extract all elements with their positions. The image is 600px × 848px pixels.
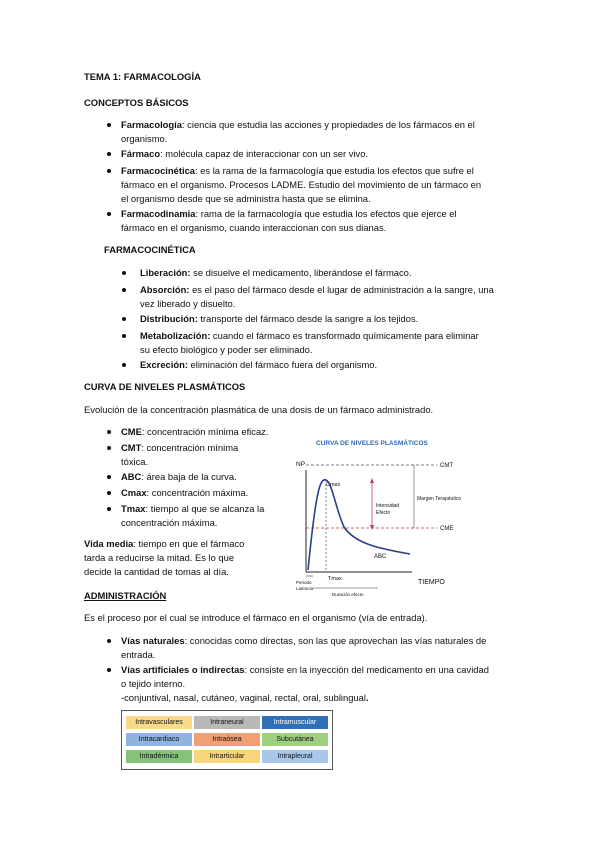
fc-item-distribucion: Distribución: transporte del fármaco desde la sangre a los tejidos. (140, 313, 419, 324)
administracion-intro: Es el proceso por el cual se introduce el fármaco en el organismo (vía de entrada). (84, 612, 428, 623)
bullet (122, 317, 126, 321)
farmacocinetica-heading: FARMACOCINÉTICA (104, 244, 196, 255)
plasma-curve (308, 480, 410, 570)
intensidad-arrow-head (370, 478, 374, 483)
table-cell: Intradérmica (126, 750, 192, 763)
cmax-label: Cmax (326, 482, 341, 488)
abc-label: ABC (374, 554, 387, 560)
curva-intro: Evolución de la concentración plasmática de una dosis de un fármaco administrado. (84, 404, 434, 415)
vida-media-line2: tarda a reducirse la mitad. Es lo que (84, 552, 235, 563)
fc-item-liberacion: Liberación: se disuelve el medicamento, liberándose el fármaco. (140, 267, 412, 278)
curva-heading: CURVA DE NIVELES PLASMÁTICOS (84, 381, 246, 392)
bullet (107, 212, 111, 216)
plasma-level-diagram (282, 430, 482, 600)
concepto-item-farmacocinetica: Farmacocinética: es la rama de la farmacología que estudia los efectos que sufre el (121, 165, 474, 176)
bullet (107, 430, 111, 434)
bullet (107, 639, 111, 643)
curva-item-cmax: Cmax: concentración máxima. (121, 487, 249, 498)
conceptos-heading: CONCEPTOS BÁSICOS (84, 97, 189, 108)
curva-item-cmt: CMT: concentración mínima (121, 442, 239, 453)
intensidad-label-1: Intensidad (376, 503, 400, 509)
admin-item-artificiales: Vías artificiales o indirectas: consiste en la inyección del medicamento en una cavidad (121, 664, 489, 675)
document-title: TEMA 1: FARMACOLOGÍA (84, 71, 201, 82)
bullet (122, 271, 126, 275)
table-cell: Intraneural (194, 716, 260, 729)
fc-item-metabolizacion: Metabolización: cuando el fármaco es transformado químicamente para eliminar (140, 330, 479, 341)
concepto-item-farmacocinetica-line3: el organismo desde que se administra hasta que se elimina. (121, 193, 371, 204)
concepto-item-farmacodinamia-line2: fármaco en el organismo, cuando interaccionan con sus dianas. (121, 222, 387, 233)
margen-label: Margen Terapéutico (417, 496, 462, 502)
concepto-item-farmacocinetica-line2: fármaco en el organismo. Procesos LADME. Estudio del movimiento de un fármaco en (121, 179, 482, 190)
bullet (107, 507, 111, 511)
table-cell: Subcutánea (262, 733, 328, 746)
concepto-item-farmacologia-line2: organismo. (121, 133, 168, 144)
curva-item-abc: ABC: área baja de la curva. (121, 471, 237, 482)
tmax-label: Tmax (328, 576, 342, 582)
fc-item-absorcion-line2: vez liberado y disuelto. (140, 298, 236, 309)
concepto-item-farmacodinamia: Farmacodinamia: rama de la farmacología que estudia los efectos que ejerce el (121, 208, 457, 219)
table-cell: Intrarticular (194, 750, 260, 763)
bullet (107, 668, 111, 672)
table-cell: Intramuscular (262, 716, 328, 729)
fc-item-metabolizacion-line2: su efecto biológico y poder ser eliminado. (140, 344, 313, 355)
bullet (107, 475, 111, 479)
bullet (107, 152, 111, 156)
intensidad-arrow-tail (370, 525, 374, 530)
intensidad-label-2: Efecto (376, 510, 391, 516)
bullet (122, 334, 126, 338)
admin-item-naturales: Vías naturales: conocidas como directas, son las que aprovechan las vías naturales de (121, 635, 487, 646)
fc-item-excrecion: Excreción: eliminación del fármaco fuera del organismo. (140, 359, 378, 370)
periodo-label-2: Latencia (296, 586, 314, 591)
vias-table (121, 710, 333, 770)
table-cell: Intrapleural (262, 750, 328, 763)
bullet (107, 123, 111, 127)
diagram-title: CURVA DE NIVELES PLASMÁTICOS (316, 440, 428, 447)
cme-label: CME (440, 526, 454, 532)
vida-media: Vida media: tiempo en que el fármaco (84, 538, 245, 549)
concepto-item-farmacologia: Farmacología: ciencia que estudia las acciones y propiedades de los fármacos en el (121, 119, 475, 130)
admin-sub-vias: -conjuntival, nasal, cutáneo, vaginal, rectal, oral, sublingual. (121, 692, 369, 703)
curva-item-cmt-line2: tóxica. (121, 456, 149, 467)
bullet (122, 288, 126, 292)
admin-item-naturales-line2: entrada. (121, 649, 156, 660)
table-cell: Intraósea (194, 733, 260, 746)
cmt-label: CMT (440, 463, 453, 469)
bullet (122, 363, 126, 367)
x-axis-label: TIEMPO (418, 579, 445, 586)
curva-item-cme: CME: concentración mínima eficaz. (121, 426, 269, 437)
admin-item-artificiales-line2: o tejido interno. (121, 678, 186, 689)
concepto-item-farmaco: Fármaco: molécula capaz de interaccionar con un ser vivo. (121, 148, 369, 159)
y-axis-label: NP (296, 461, 306, 468)
bullet (107, 446, 111, 450)
periodo-label-1: Periodo (296, 580, 312, 585)
vida-media-line3: decide la cantidad de tomas al día. (84, 566, 229, 577)
bullet (107, 491, 111, 495)
table-cell: Intravasculares (126, 716, 192, 729)
fc-item-absorcion: Absorción: es el paso del fármaco desde el lugar de administración a la sangre, una (140, 284, 494, 295)
bullet (107, 169, 111, 173)
duracion-label: Duración efecto (332, 592, 364, 597)
curva-item-tmax-line2: concentración máxima. (121, 517, 218, 528)
administracion-heading: ADMINISTRACIÓN (84, 590, 167, 601)
table-cell: Intracardiaco (126, 733, 192, 746)
curva-item-tmax: Tmax: tiempo al que se alcanza la (121, 503, 265, 514)
